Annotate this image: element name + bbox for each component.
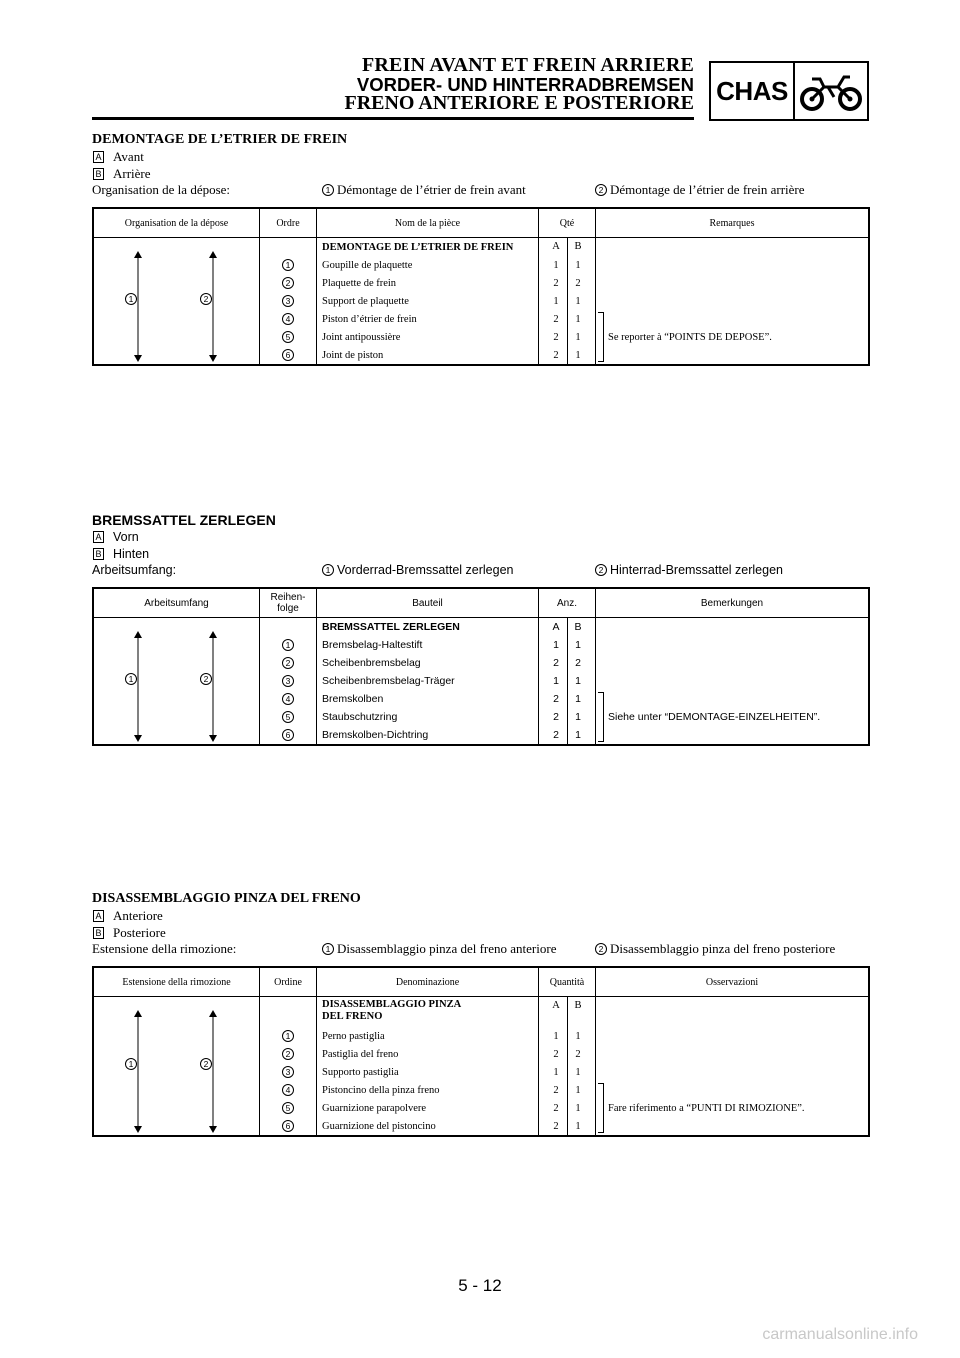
arrow-1	[130, 618, 146, 744]
legend-b-label: Hinten	[113, 546, 150, 561]
part-name: Bremsbelag-Haltestift	[322, 639, 423, 651]
column-header: Ordre	[260, 209, 317, 237]
section-title: DEMONTAGE DE L’ETRIER DE FREIN	[92, 132, 348, 147]
quantity-b: 1	[575, 675, 581, 687]
quantity-b: 1	[575, 295, 581, 307]
arrow-2	[205, 997, 221, 1135]
legend-b-label: Arrière	[113, 165, 151, 181]
step-2-number: 2	[595, 564, 607, 576]
column-header: Nom de la pièce	[317, 209, 539, 237]
order-number: 2	[282, 1048, 294, 1060]
table-header	[94, 589, 868, 618]
quantity-a: 2	[553, 1120, 559, 1132]
order-number: 5	[282, 1102, 294, 1114]
quantity-a: 2	[553, 277, 559, 289]
legend-b-mark: B	[93, 927, 104, 939]
step-1-number: 1	[322, 564, 334, 576]
procedure-arrows	[94, 238, 260, 364]
part-name: Piston d’étrier de frein	[322, 313, 417, 325]
quantity-a-header: A	[552, 621, 560, 633]
column-header: Bauteil	[317, 589, 539, 617]
quantity-a: 2	[553, 693, 559, 705]
order-number: 4	[282, 1084, 294, 1096]
column-header: Denominazione	[317, 968, 539, 996]
group-title: DISASSEMBLAGGIO PINZA DEL FRENO	[322, 999, 461, 1022]
quantity-b: 1	[575, 313, 581, 325]
part-name: Support de plaquette	[322, 295, 409, 307]
parts-table	[92, 587, 870, 746]
quantity-b: 1	[575, 693, 581, 705]
group-title: DEMONTAGE DE L’ETRIER DE FREIN	[322, 241, 514, 253]
column-header: Bemerkungen	[700, 597, 764, 609]
motorcycle-icon	[795, 63, 867, 119]
quantity-a: 1	[553, 1066, 559, 1078]
legend-b	[92, 925, 870, 942]
step-1	[322, 182, 526, 199]
order-number: 6	[282, 349, 294, 361]
remarks-column	[596, 997, 868, 1135]
part-name: Pistoncino della pinza freno	[322, 1084, 440, 1096]
column-header: Quantità	[539, 968, 596, 996]
order-number: 6	[282, 1120, 294, 1132]
order-number: 4	[282, 313, 294, 325]
step-2	[595, 562, 783, 579]
quantity-a: 2	[553, 1102, 559, 1114]
part-name-column	[317, 618, 539, 744]
order-number: 3	[282, 295, 294, 307]
arrow-2-label: 2	[200, 293, 212, 305]
quantity-a: 1	[553, 1030, 559, 1042]
quantity-a: 1	[553, 675, 559, 687]
order-cell	[260, 328, 316, 346]
arrow-2-label: 2	[200, 673, 212, 685]
quantity-a: 1	[553, 639, 559, 651]
table-body	[94, 238, 868, 364]
quantity-a: 2	[553, 313, 559, 325]
remark	[598, 1083, 805, 1133]
quantity-a: 2	[553, 657, 559, 669]
arrow-1-label: 1	[125, 673, 137, 685]
step-2	[595, 941, 835, 958]
legend-b	[92, 166, 870, 183]
step-1-text: Vorderrad-Bremssattel zerlegen	[337, 563, 514, 577]
order-cell	[260, 708, 316, 726]
step-2-text: Disassemblaggio pinza del freno posteriore	[610, 941, 836, 956]
part-name-column	[317, 997, 539, 1135]
part-name-column	[317, 238, 539, 364]
column-header: Qté	[539, 209, 596, 237]
table-header	[94, 209, 868, 238]
column-header: Osservazioni	[705, 976, 759, 988]
quantity-a-header: A	[552, 241, 560, 252]
quantity-b-header: B	[574, 1000, 582, 1011]
column-header: Estensione della rimozione	[94, 968, 260, 996]
arrow-1	[130, 238, 146, 364]
part-name: Bremskolben	[322, 693, 384, 705]
group-title: BREMSSATTEL ZERLEGEN	[322, 621, 460, 633]
column-header: Remarques	[709, 217, 755, 229]
section-title: BREMSSATTEL ZERLEGEN	[92, 512, 276, 528]
quantity-b: 1	[575, 331, 581, 343]
remark-text: Se reporter à “POINTS DE DEPOSE”.	[608, 331, 772, 343]
title-french: FREIN AVANT ET FREIN ARRIERE	[362, 54, 694, 76]
remark	[598, 692, 820, 742]
quantity-b: 1	[575, 259, 581, 271]
quantity-column	[539, 997, 596, 1135]
part-name: Scheibenbremsbelag	[322, 657, 421, 669]
parts-table	[92, 207, 870, 366]
step-1-number: 1	[322, 184, 334, 196]
quantity-b-header: B	[574, 241, 582, 252]
parts-table	[92, 966, 870, 1137]
quantity-b: 2	[575, 657, 581, 669]
step-1-text: Disassemblaggio pinza del freno anteriore	[337, 941, 557, 956]
part-name: Plaquette de frein	[322, 277, 397, 289]
legend-a-mark: A	[93, 910, 104, 922]
step-2-text: Démontage de l’étrier de frein arrière	[610, 182, 805, 197]
title-german: VORDER- UND HINTERRADBREMSEN	[356, 74, 694, 95]
organisation-line	[92, 941, 870, 958]
part-name: Supporto pastiglia	[322, 1066, 399, 1078]
order-number: 6	[282, 729, 294, 741]
procedure-arrows	[94, 997, 260, 1135]
legend-b-label: Posteriore	[113, 924, 166, 940]
table-body	[94, 618, 868, 744]
legend-a-mark: A	[93, 531, 104, 543]
remarks-column	[596, 618, 868, 744]
order-spacer	[260, 997, 316, 1027]
quantity-b: 1	[575, 1084, 581, 1096]
part-name: Scheibenbremsbelag-Träger	[322, 675, 455, 687]
order-cell	[260, 310, 316, 328]
table-body	[94, 997, 868, 1135]
order-column	[260, 618, 317, 744]
legend-b	[92, 546, 870, 563]
remark	[598, 312, 772, 362]
organisation-label: Organisation de la dépose:	[92, 182, 231, 197]
remarks-column	[596, 238, 868, 364]
column-header: Organisation de la dépose	[94, 209, 260, 237]
section-german	[92, 511, 870, 746]
order-cell	[260, 672, 316, 690]
chassis-badge-label: CHAS	[711, 63, 795, 119]
organisation-label: Estensione della rimozione:	[92, 941, 237, 956]
order-cell	[260, 1027, 316, 1045]
quantity-a-header: A	[552, 1000, 560, 1011]
arrow-1-label: 1	[125, 293, 137, 305]
quantity-a: 2	[553, 729, 559, 741]
quantity-a: 1	[553, 259, 559, 271]
order-cell	[260, 256, 316, 274]
part-name: Perno pastiglia	[322, 1030, 385, 1042]
quantity-b: 1	[575, 1066, 581, 1078]
arrow-2	[205, 238, 221, 364]
quantity-a: 1	[553, 295, 559, 307]
section-title: DISASSEMBLAGGIO PINZA DEL FRENO	[92, 891, 361, 906]
quantity-divider	[567, 238, 568, 364]
order-cell	[260, 274, 316, 292]
order-spacer	[260, 238, 316, 256]
legend-a-label: Avant	[113, 149, 144, 164]
quantity-b: 1	[575, 729, 581, 741]
order-cell	[260, 346, 316, 364]
quantity-b: 1	[575, 349, 581, 361]
step-1-text: Démontage de l’étrier de frein avant	[337, 182, 526, 197]
organisation-line	[92, 562, 870, 579]
legend-a-label: Vorn	[113, 530, 139, 544]
arrow-1-label: 1	[125, 1058, 137, 1070]
quantity-b: 2	[575, 277, 581, 289]
quantity-column	[539, 238, 596, 364]
part-name: Guarnizione parapolvere	[322, 1102, 427, 1114]
legend-a	[92, 529, 870, 546]
step-2-text: Hinterrad-Bremssattel zerlegen	[610, 563, 783, 577]
quantity-column	[539, 618, 596, 744]
step-1	[322, 941, 556, 958]
order-cell	[260, 292, 316, 310]
arrow-2-label: 2	[200, 1058, 212, 1070]
legend-a-label: Anteriore	[113, 908, 163, 923]
step-1	[322, 562, 513, 579]
page-number: 5 - 12	[458, 1276, 502, 1295]
order-number: 1	[282, 639, 294, 651]
remark-bracket	[598, 692, 604, 742]
order-column	[260, 238, 317, 364]
column-header: Anz.	[539, 589, 596, 617]
quantity-b: 1	[575, 711, 581, 723]
quantity-a: 2	[553, 1048, 559, 1060]
order-column	[260, 997, 317, 1135]
order-number: 3	[282, 675, 294, 687]
order-number: 5	[282, 331, 294, 343]
order-number: 5	[282, 711, 294, 723]
order-cell	[260, 690, 316, 708]
section-italian	[92, 890, 870, 1137]
step-2-number: 2	[595, 184, 607, 196]
part-name: Guarnizione del pistoncino	[322, 1120, 436, 1132]
quantity-b-header: B	[574, 621, 582, 633]
remark-bracket	[598, 312, 604, 362]
quantity-a: 2	[553, 349, 559, 361]
part-name: Staubschutzring	[322, 711, 398, 723]
part-name: Joint de piston	[322, 349, 384, 361]
title-italian: FRENO ANTERIORE E POSTERIORE	[344, 92, 694, 114]
order-cell	[260, 1081, 316, 1099]
quantity-a: 2	[553, 1084, 559, 1096]
legend-b-mark: B	[93, 548, 104, 560]
legend-b-mark: B	[93, 168, 104, 180]
step-2	[595, 182, 805, 199]
procedure-arrows	[94, 618, 260, 744]
arrow-1	[130, 997, 146, 1135]
page-header-titles	[344, 56, 694, 113]
step-1-number: 1	[322, 943, 334, 955]
column-header: Ordine	[260, 968, 317, 996]
legend-a-mark: A	[93, 151, 104, 163]
order-cell	[260, 636, 316, 654]
section-french	[92, 131, 870, 366]
quantity-a: 2	[553, 711, 559, 723]
step-2-number: 2	[595, 943, 607, 955]
quantity-divider	[567, 618, 568, 744]
order-cell	[260, 1063, 316, 1081]
order-number: 1	[282, 1030, 294, 1042]
remark-text: Siehe unter “DEMONTAGE-EINZELHEITEN”.	[608, 711, 821, 723]
order-number: 2	[282, 277, 294, 289]
part-name: Bremskolben-Dichtring	[322, 729, 429, 741]
order-number: 4	[282, 693, 294, 705]
quantity-b: 1	[575, 1102, 581, 1114]
part-name: Pastiglia del freno	[322, 1048, 399, 1060]
arrow-2	[205, 618, 221, 744]
quantity-b: 1	[575, 1120, 581, 1132]
organisation-line	[92, 182, 870, 199]
quantity-divider	[567, 997, 568, 1135]
quantity-b: 1	[575, 639, 581, 651]
part-name: Goupille de plaquette	[322, 259, 413, 271]
order-number: 1	[282, 259, 294, 271]
order-cell	[260, 726, 316, 744]
chassis-badge	[709, 61, 869, 121]
organisation-label: Arbeitsumfang:	[92, 563, 177, 577]
remark-text: Fare riferimento a “PUNTI DI RIMOZIONE”.	[608, 1102, 805, 1114]
quantity-b: 2	[575, 1048, 581, 1060]
legend-a	[92, 908, 870, 925]
order-cell	[260, 1099, 316, 1117]
quantity-b: 1	[575, 1030, 581, 1042]
table-header	[94, 968, 868, 997]
column-header: Reihen- folge	[260, 589, 317, 617]
column-header: Arbeitsumfang	[94, 589, 260, 617]
order-number: 3	[282, 1066, 294, 1078]
part-name: Joint antipoussière	[322, 331, 401, 343]
remark-bracket	[598, 1083, 604, 1133]
order-cell	[260, 654, 316, 672]
order-cell	[260, 1117, 316, 1135]
order-spacer	[260, 618, 316, 636]
order-number: 2	[282, 657, 294, 669]
header-rule	[92, 117, 694, 120]
order-cell	[260, 1045, 316, 1063]
quantity-a: 2	[553, 331, 559, 343]
watermark: carmanualsonline.info	[762, 1326, 918, 1343]
legend-a	[92, 149, 870, 166]
